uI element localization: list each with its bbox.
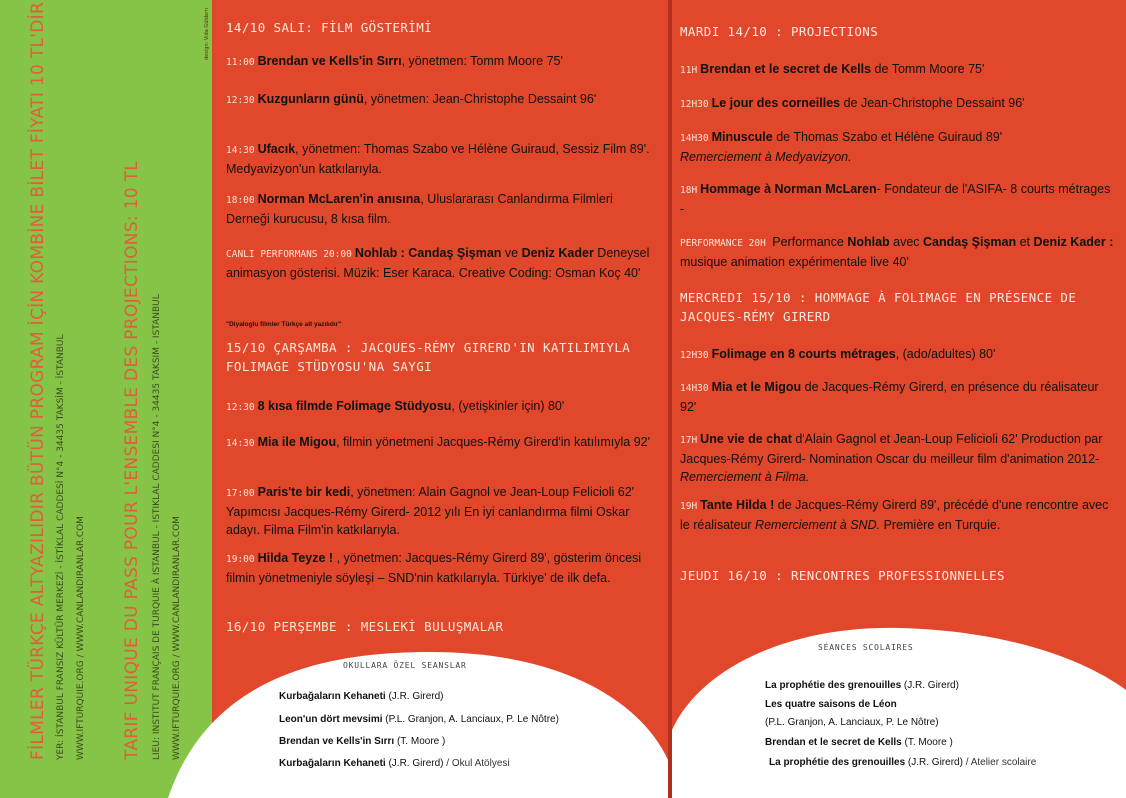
program-entry: 19:00 Hilda Teyze ! , yönetmen: Jacques-Rémy Girerd 89', gösterim öncesi filmin yönetmeniyle söyleşi – SND'nin katkılarıyla. Türkiye' de ilk defa. (226, 551, 642, 585)
heading-wednesday-fr: MERCREDI 15/10 : HOMMAGE À FOLIMAGE EN PRÉSENCE DE JACQUES-RÉMY GIRERD (680, 290, 1077, 324)
side-websites-2: WWW.IFTURQUIE.ORG / WWW.CANLANDIRANLAR.COM (172, 516, 182, 760)
program-entry: 12H30 Le jour des corneilles de Jean-Christophe Dessaint 96' (680, 96, 1025, 110)
program-entry: 12H30 Folimage en 8 courts métrages, (ado/adultes) 80' (680, 347, 996, 361)
program-entry: 17:00 Paris'te bir kedi, yönetmen: Alain Gagnol ve Jean-Loup Felicioli 62' Yapımcısı Jacques-Rémy Girerd- 2012 yılı En iyi canlandırma filmi Oskar adayı. Filma Film'in katkılarıyla. (226, 485, 635, 537)
right-white-arc (672, 628, 1126, 798)
school-item: Leon'un dört mevsimi (P.L. Granjon, A. Lanciaux, P. Le Nôtre) (279, 714, 559, 725)
side-price-turkish: FİLMLER TÜRKÇE ALTYAZILIDIR BÜTÜN PROGRAM İÇİN KOMBİNE BİLET FİYATI 10 TL'DİR (28, 1, 48, 760)
heading-thursday-fr: JEUDI 16/10 : RENCONTRES PROFESSIONNELLES (680, 568, 1005, 583)
side-websites-1: WWW.IFTURQUIE.ORG / WWW.CANLANDIRANLAR.COM (76, 516, 86, 760)
program-entry: 14:30 Mia ile Migou, filmin yönetmeni Jacques-Rémy Girerd'in katılımıyla 92' (226, 435, 651, 449)
program-entry: 14H30 Mia et le Migou de Jacques-Rémy Girerd, en présence du réalisateur 92' (680, 380, 1099, 414)
program-entry: 17H Une vie de chat d'Alain Gagnol et Jean-Loup Felicioli 62' Production par Jacques-Rémy Girerd- Nomination Oscar du meilleur film d'animation 2012- Remerciement à Filma. (680, 432, 1103, 484)
school-item: Brendan et le secret de Kells (T. Moore ) (765, 737, 953, 748)
school-item: La prophétie des grenouilles (J.R. Girerd) / Atelier scolaire (769, 757, 1037, 768)
program-entry: 19H Tante Hilda ! de Jacques-Rémy Girerd 89', précédé d'une rencontre avec le réalisateur Remerciement à SND. Première en Turquie. (680, 498, 1109, 532)
program-entry: 14H30 Minuscule de Thomas Szabo et Hélène Guiraud 89' Remerciement à Medyavizyon. (680, 130, 1003, 164)
school-item: Kurbağaların Kehaneti (J.R. Girerd) / Okul Atölyesi (279, 758, 510, 769)
heading-tuesday-fr: MARDI 14/10 : PROJECTIONS (680, 24, 879, 39)
design-credit: design: Vida Güldem (204, 8, 210, 60)
side-price-french: TARIF UNIQUE DU PASS POUR L'ENSEMBLE DES PROJECTIONS: 10 TL (122, 160, 142, 760)
heading-wednesday-tr: 15/10 ÇARŞAMBA : JACQUES-RÉMY GIRERD'IN KATILIMIYLA FOLIMAGE STÜDYOSU'NA SAYGI (226, 340, 631, 374)
program-entry: CANLI PERFORMANS 20:00 Nohlab : Candaş Şişman ve Deniz Kader Deneysel animasyon gösterisi. Müzik: Eser Karaca. Creative Coding: Osman Koç 40' (226, 246, 650, 280)
school-screenings-title-fr: SÉANCES SCOLAIRES (818, 643, 914, 652)
heading-tuesday-tr: 14/10 SALI: FİLM GÖSTERİMİ (226, 20, 433, 35)
program-entry: 11H Brendan et le secret de Kells de Tomm Moore 75' (680, 62, 985, 76)
school-item: Brendan ve Kells'in Sırrı (T. Moore ) (279, 736, 446, 747)
program-entry: 12:30 Kuzgunların günü, yönetmen: Jean-Christophe Dessaint 96' (226, 92, 597, 106)
school-item: Les quatre saisons de Léon (765, 699, 897, 710)
school-item: (P.L. Granjon, A. Lanciaux, P. Le Nôtre) (765, 717, 939, 728)
side-venue-french: LIEU: INSTITUT FRANÇAIS DE TURQUIE À ISTANBUL - ISTIKLAL CADDESI N°4 - 34435 TAKSIM - ISTANBUL (152, 294, 162, 760)
program-entry: 12:30 8 kısa filmde Folimage Stüdyosu, (yetişkinler için) 80' (226, 399, 565, 413)
school-item: La prophétie des grenouilles (J.R. Girerd) (765, 680, 959, 691)
program-entry: 14:30 Ufacık, yönetmen: Thomas Szabo ve Hélène Guiraud, Sessiz Film 89'. Medyavizyon'un katkılarıyla. (226, 142, 650, 176)
program-entry: PERFORMANCE 20H Performance Nohlab avec Candaş Şişman et Deniz Kader : musique animation expérimentale live 40' (680, 235, 1114, 269)
side-venue-turkish: YER: İSTANBUL FRANSIZ KÜLTÜR MERKEZİ - İSTİKLAL CADDESİ N°4 - 34435 TAKSİM - İSTANBUL (56, 334, 66, 760)
program-entry: 18:00 Norman McLaren'in anısına, Uluslararası Canlandırma Filmleri Derneği kurucusu, 8 kısa film. (226, 192, 613, 226)
heading-thursday-tr: 16/10 PERŞEMBE : MESLEKİ BULUŞMALAR (226, 619, 504, 634)
school-screenings-title-tr: OKULLARA ÖZEL SEANSLAR (343, 661, 467, 670)
program-entry: 18H Hommage à Norman McLaren- Fondateur de l'ASIFA- 8 courts métrages - (680, 182, 1111, 216)
school-item: Kurbağaların Kehaneti (J.R. Girerd) (279, 691, 444, 702)
subtitle-note: "Diyaloglu filmler Türkçe alt yazılıdır" (226, 321, 342, 328)
program-entry: 11:00 Brendan ve Kells'in Sırrı, yönetmen: Tomm Moore 75' (226, 54, 563, 68)
